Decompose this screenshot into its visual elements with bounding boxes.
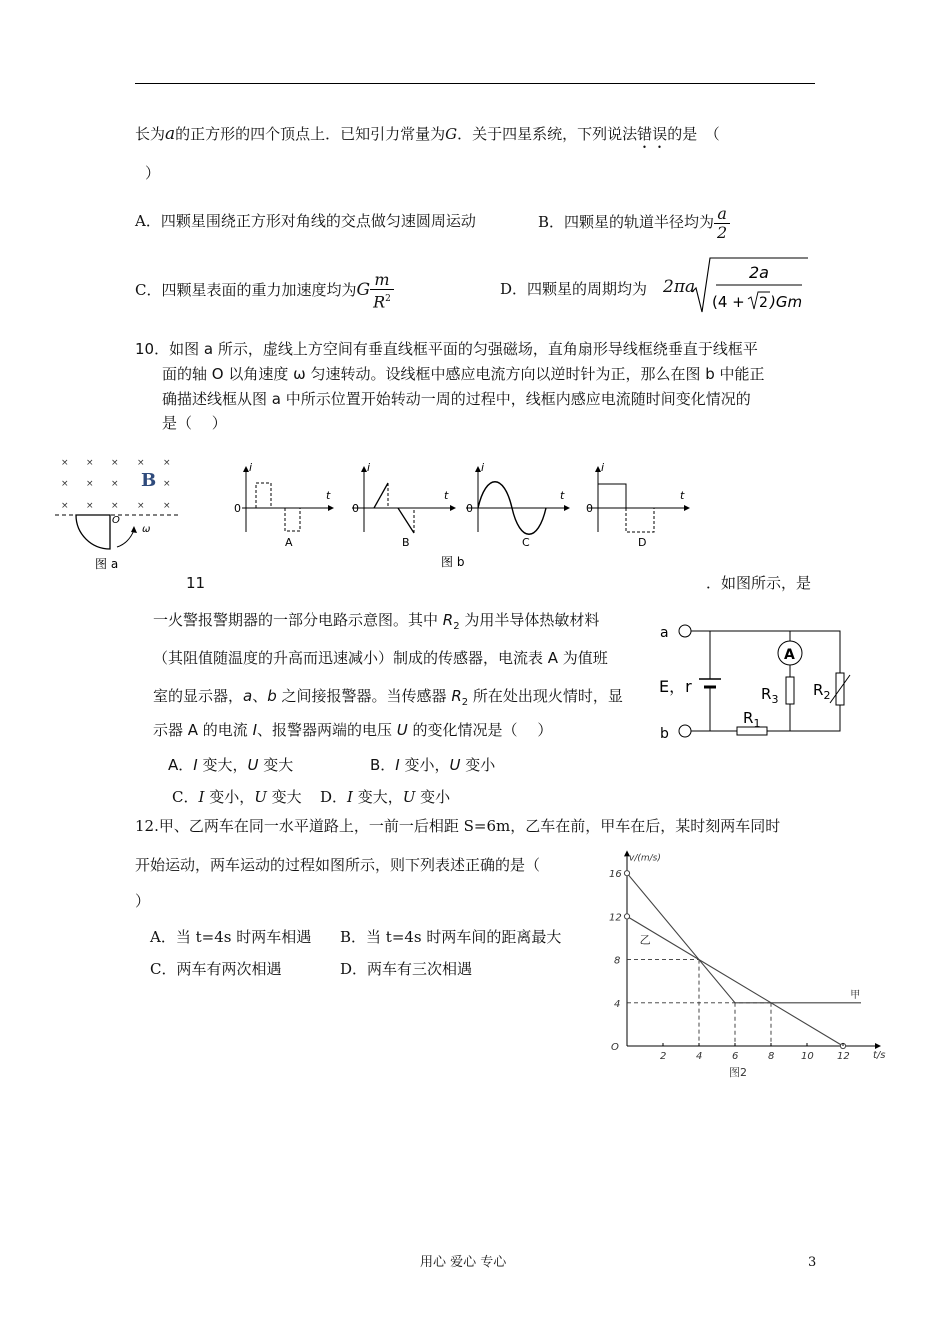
x-tick-label: 6 — [732, 1051, 739, 1062]
svg-text:×: × — [61, 501, 69, 511]
series-label: 乙 — [639, 933, 651, 947]
figure-a-caption: 图 a — [95, 557, 119, 571]
rotation-arrow — [117, 530, 134, 547]
header-rule — [135, 83, 815, 84]
axis-label: O — [112, 515, 120, 526]
svg-text:×: × — [86, 458, 94, 468]
q11-line-3: 室的显示器，a、b 之间接报警器。当传感器 $R_2$ 所在处出现火情时，显 — [153, 687, 623, 708]
svg-text:i: i — [481, 461, 485, 474]
svg-text:×: × — [163, 501, 171, 511]
svg-text:a: a — [660, 625, 669, 641]
svg-text:b: b — [660, 726, 669, 742]
data-point — [624, 871, 629, 876]
graph-c — [466, 461, 570, 549]
y-tick-label: 4 — [614, 998, 621, 1010]
q9-option-c: C．四颗星表面的重力加速度均为G $\frac{m}{R^2}$ — [135, 268, 394, 312]
svg-text:C: C — [522, 536, 530, 549]
figure-b-caption: 图 b — [441, 555, 465, 569]
origin-label: O — [611, 1042, 619, 1053]
x-tick-label: 12 — [837, 1051, 850, 1062]
svg-text:i: i — [601, 461, 605, 474]
q11-option-b: B．I 变小，U 变小 — [370, 756, 496, 774]
svg-text:×: × — [61, 458, 69, 468]
x-axis-arrow — [875, 1043, 881, 1049]
q11-tail: ．如图所示，是 — [706, 574, 812, 592]
q12-line-2: 开始运动，两车运动的过程如图所示，则下列表述正确的是（ — [135, 856, 541, 874]
q11-line-1: 一火警报警期器的一部分电路示意图。其中 $R_2$ 为用半导体热敏材料 — [153, 611, 600, 632]
svg-text:i: i — [367, 461, 371, 474]
svg-text:×: × — [163, 479, 171, 489]
q11-option-a: A．I 变大，U 变大 — [168, 756, 294, 774]
figure-b — [228, 458, 698, 576]
r1-label: $R_1$ — [743, 709, 761, 730]
svg-text:t: t — [680, 489, 685, 502]
emphasis-text: 错误 — [637, 125, 668, 143]
graph-a — [234, 461, 334, 549]
svg-text:×: × — [137, 458, 145, 468]
svg-text:×: × — [111, 458, 119, 468]
graph-d — [586, 461, 690, 549]
figure-a — [55, 452, 185, 577]
x-tick-label: 8 — [768, 1051, 775, 1062]
svg-text:×: × — [111, 501, 119, 511]
svg-text:B: B — [402, 536, 410, 549]
q10-line-4: 是（ ） — [162, 414, 227, 432]
r2-label: $R_2$ — [813, 681, 831, 702]
q12-option-b: B．当 t=4s 时两车间的距离最大 — [340, 928, 562, 946]
svg-text:×: × — [163, 458, 171, 468]
q9-close: ） — [145, 164, 161, 182]
y-tick-label: 8 — [614, 955, 621, 967]
q9-option-b: B．四颗星的轨道半径均为 $\frac{a}{2}$ — [538, 200, 730, 244]
q9-option-a: A．四颗星围绕正方形对角线的交点做匀速圆周运动 — [135, 212, 476, 230]
resistor-r3 — [786, 677, 794, 704]
svg-text:t: t — [326, 489, 331, 502]
sector-frame — [76, 515, 110, 549]
svg-text:A: A — [285, 536, 293, 549]
svg-text:E，r: E，r — [659, 677, 692, 696]
x-tick-label: 4 — [696, 1051, 703, 1062]
sqrt-expression — [690, 254, 810, 316]
svg-text:i: i — [249, 461, 253, 474]
resistor-r1 — [737, 727, 767, 735]
svg-text:D: D — [638, 536, 647, 549]
svg-text:)Gm: )Gm — [770, 293, 803, 311]
q10-line-1: 10．如图 a 所示，虚线上方空间有垂直线框平面的匀强磁场，直角扇形导线框绕垂直于线框平 — [135, 340, 758, 358]
y-tick-label: 16 — [609, 869, 622, 881]
r3-label: $R_3$ — [761, 685, 779, 706]
svg-text:×: × — [111, 479, 119, 489]
svg-text:×: × — [86, 479, 94, 489]
q10-line-2: 面的轴 O 以角速度 ω 匀速转动。设线框中感应电流方向以逆时针为正，那么在图 b 中能正 — [162, 365, 765, 383]
svg-text:×: × — [61, 479, 69, 489]
svg-text:0: 0 — [466, 502, 473, 515]
q11-option-c: C．I 变小，U 变大 — [172, 788, 302, 806]
svg-text:2: 2 — [759, 295, 768, 311]
q10-line-3: 确描述线框从图 a 中所示位置开始转动一周的过程中，线框内感应电流随时间变化情况的 — [162, 390, 751, 408]
y-axis-label: v/(m/s) — [629, 853, 661, 864]
q11-option-d: D．I 变大，U 变小 — [320, 788, 451, 806]
svg-text:0: 0 — [352, 502, 359, 515]
x-axis-label: t/s — [873, 1050, 886, 1061]
terminal-b — [679, 725, 691, 737]
svg-text:t: t — [560, 489, 565, 502]
x-tick-label: 2 — [660, 1051, 667, 1062]
svg-text:(4 +: (4 + — [712, 293, 745, 311]
x-tick-label: 10 — [801, 1051, 814, 1062]
q12-option-a: A．当 t=4s 时两车相遇 — [150, 928, 312, 946]
chart-title: 图2 — [729, 1066, 747, 1079]
svg-text:0: 0 — [586, 502, 593, 515]
velocity-time-chart — [600, 838, 890, 1083]
q9-stem: 长为a的正方形的四个顶点上．已知引力常量为G．关于四星系统，下列说法错误的是 （ — [135, 124, 720, 144]
series-label: 甲 — [850, 989, 861, 1001]
page-number: 3 — [808, 1255, 817, 1270]
terminal-a — [679, 625, 691, 637]
q9-option-d: D．四颗星的周期均为 — [500, 280, 648, 298]
footer-text: 用心 爱心 专心 — [420, 1255, 507, 1270]
q12-line-1: 12.甲、乙两车在同一水平道路上，一前一后相距 S=6m，乙车在前，甲车在后，某时刻两车同时 — [135, 817, 781, 835]
q11-line-2: （其阻值随温度的升高而迅速减小）制成的传感器，电流表 A 为值班 — [153, 649, 608, 667]
field-label: B — [141, 470, 157, 491]
alarm-circuit — [655, 615, 860, 743]
q9-d-coef: 2πa — [663, 277, 696, 297]
graph-b — [352, 461, 456, 549]
q12-line-3: ） — [135, 892, 151, 910]
q12-option-d: D．两车有三次相遇 — [340, 960, 473, 978]
svg-text:×: × — [86, 501, 94, 511]
q12-option-c: C．两车有两次相遇 — [150, 960, 282, 978]
svg-text:2a: 2a — [749, 263, 769, 282]
svg-text:t: t — [444, 489, 449, 502]
data-point — [624, 914, 629, 919]
svg-text:0: 0 — [234, 502, 241, 515]
svg-text:ω: ω — [142, 524, 151, 535]
q11-number: 11 — [186, 574, 206, 592]
svg-text:A: A — [784, 647, 795, 663]
q11-line-4: 示器 A 的电流 I、报警器两端的电压 U 的变化情况是（ ） — [153, 721, 553, 739]
y-tick-label: 12 — [609, 912, 622, 924]
svg-text:×: × — [137, 501, 145, 511]
